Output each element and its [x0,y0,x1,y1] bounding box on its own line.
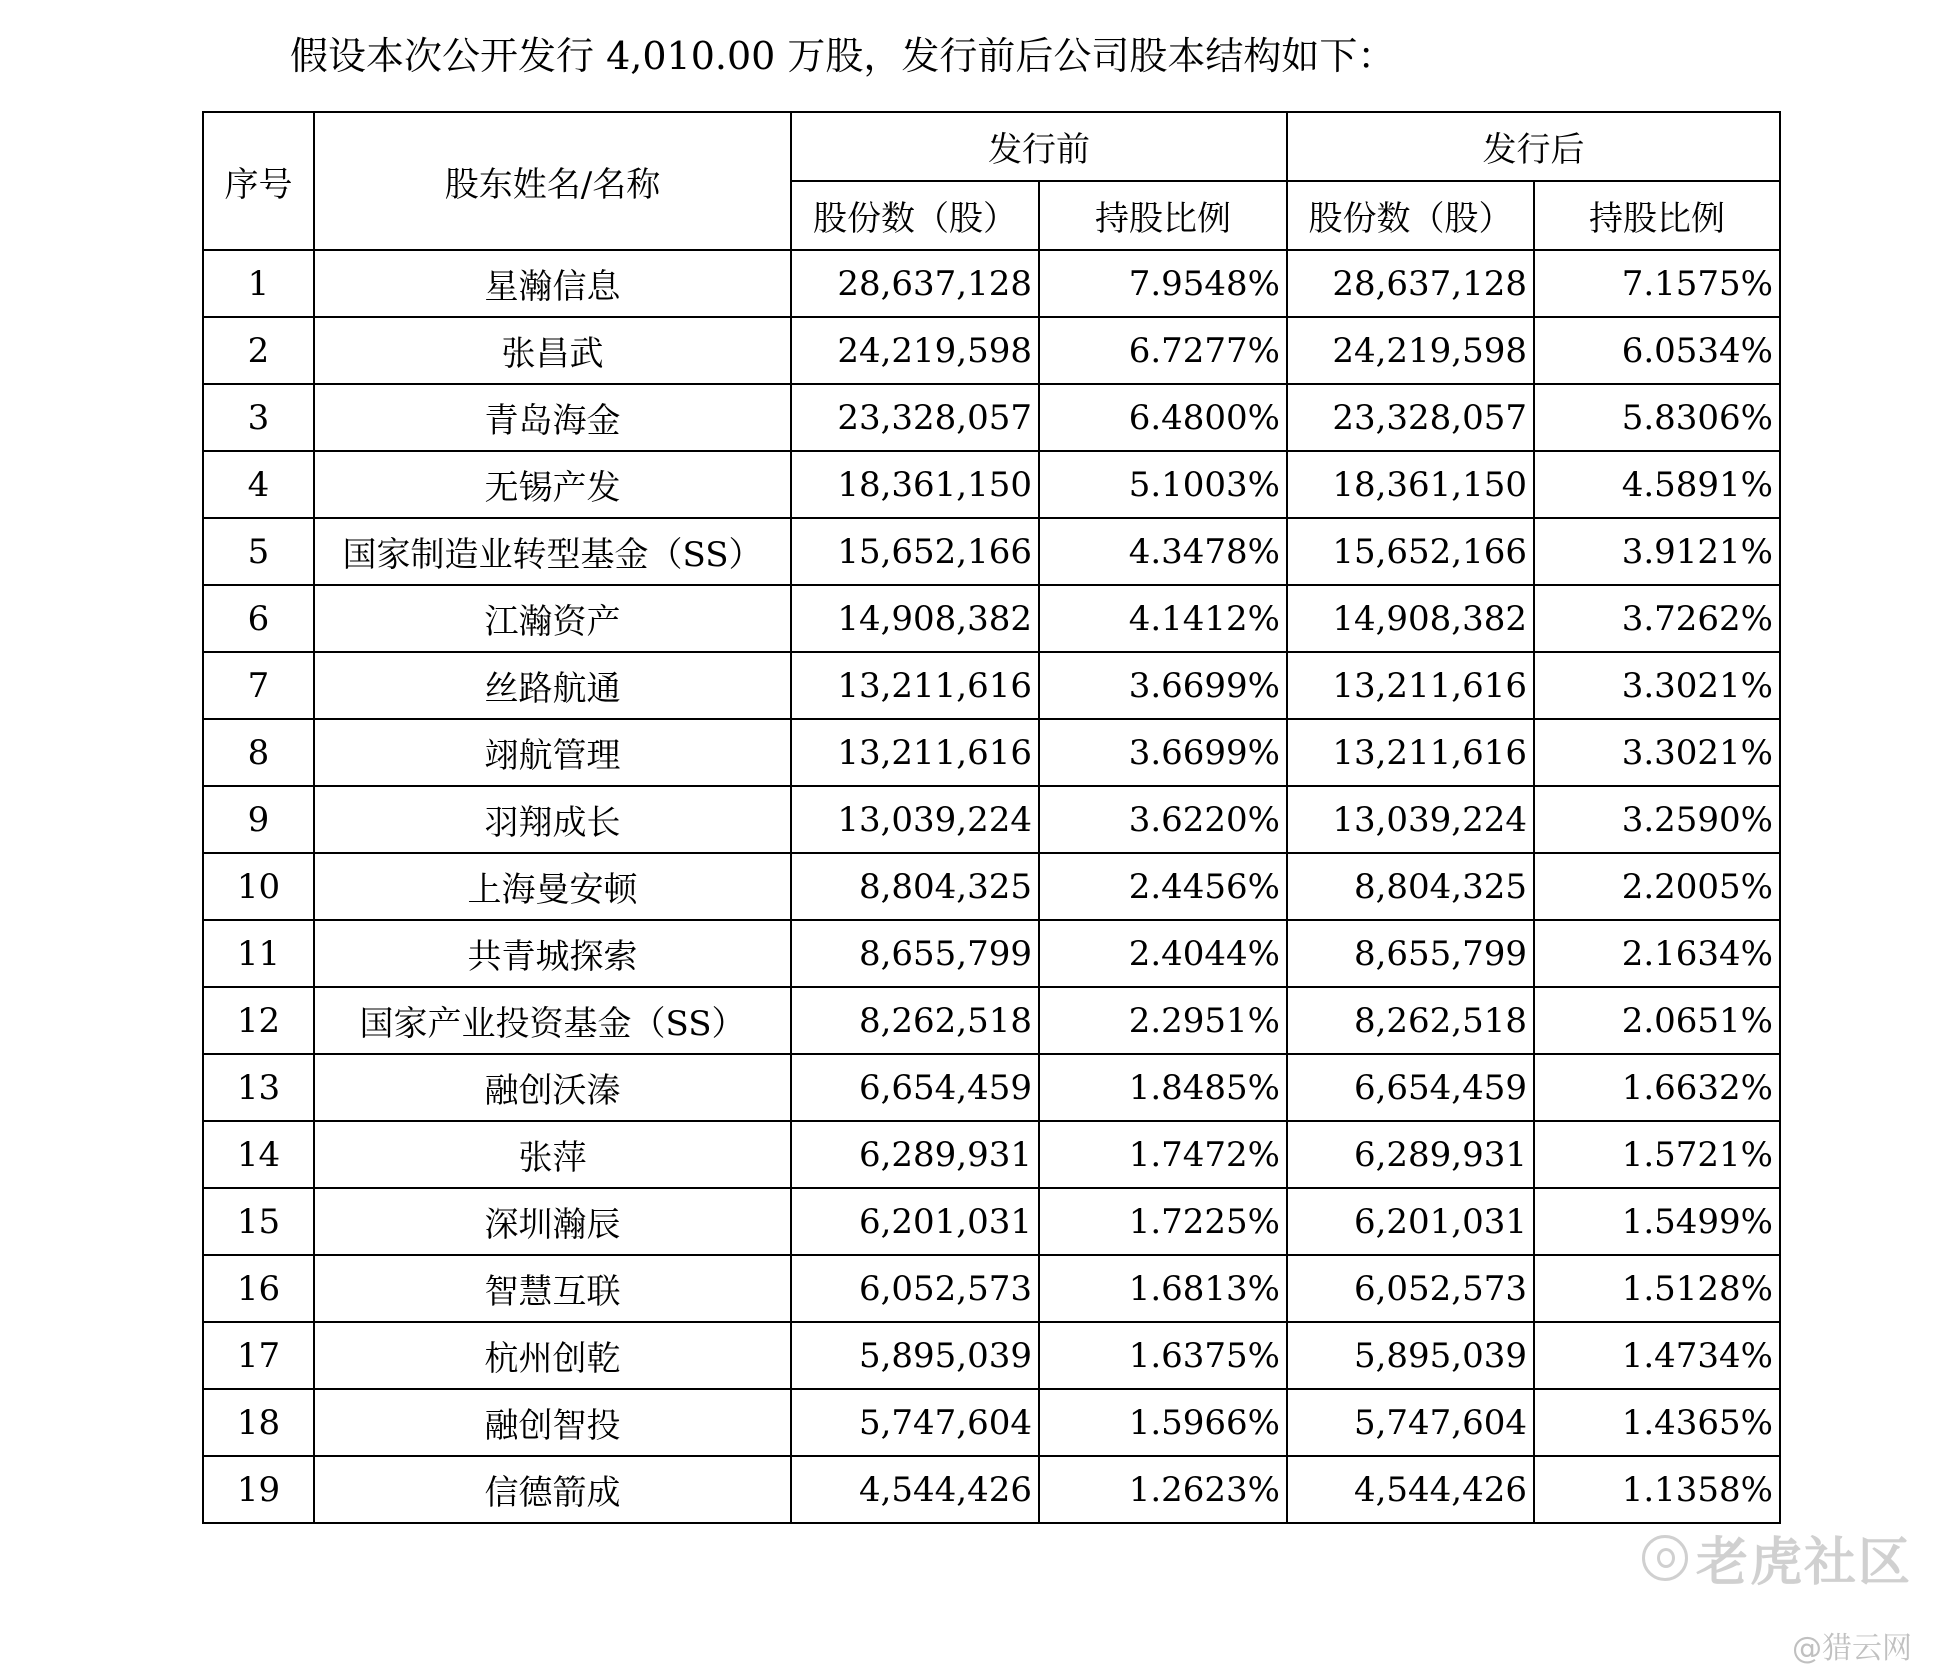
cell-after-shares: 6,052,573 [1287,1255,1534,1322]
equity-structure-table [202,111,1781,1524]
cell-after-ratio: 3.7262% [1534,585,1780,652]
cell-shareholder-name: 信德箭成 [314,1456,791,1523]
table-row [203,987,1780,1054]
cell-shareholder-name: 无锡产发 [314,451,791,518]
cell-after-ratio: 1.1358% [1534,1456,1780,1523]
cell-after-shares: 6,289,931 [1287,1121,1534,1188]
cell-shareholder-name: 星瀚信息 [314,250,791,317]
cell-after-shares: 6,201,031 [1287,1188,1534,1255]
header-row-group [203,112,1780,181]
cell-seq: 13 [203,1054,314,1121]
cell-before-shares: 6,289,931 [791,1121,1039,1188]
cell-shareholder-name: 国家制造业转型基金（SS） [314,518,791,585]
cell-before-shares: 6,654,459 [791,1054,1039,1121]
table-row [203,853,1780,920]
cell-before-ratio: 1.6813% [1039,1255,1287,1322]
cell-after-shares: 15,652,166 [1287,518,1534,585]
cell-shareholder-name: 国家产业投资基金（SS） [314,987,791,1054]
table-row [203,1255,1780,1322]
cell-seq: 14 [203,1121,314,1188]
cell-after-ratio: 1.5721% [1534,1121,1780,1188]
cell-after-ratio: 7.1575% [1534,250,1780,317]
cell-before-ratio: 5.1003% [1039,451,1287,518]
cell-shareholder-name: 融创智投 [314,1389,791,1456]
cell-before-ratio: 1.5966% [1039,1389,1287,1456]
cell-before-ratio: 3.6220% [1039,786,1287,853]
cell-before-ratio: 2.2951% [1039,987,1287,1054]
cell-seq: 4 [203,451,314,518]
cell-after-ratio: 1.4734% [1534,1322,1780,1389]
cell-before-shares: 23,328,057 [791,384,1039,451]
cell-after-ratio: 4.5891% [1534,451,1780,518]
table-row [203,585,1780,652]
table-row [203,518,1780,585]
cell-before-ratio: 4.3478% [1039,518,1287,585]
cell-before-shares: 24,219,598 [791,317,1039,384]
cell-before-shares: 15,652,166 [791,518,1039,585]
cell-before-shares: 18,361,150 [791,451,1039,518]
table-row [203,451,1780,518]
header-before-shares: 股份数（股） [791,181,1039,250]
cell-shareholder-name: 上海曼安顿 [314,853,791,920]
header-shareholder-name: 股东姓名/名称 [314,112,791,250]
cell-after-shares: 8,262,518 [1287,987,1534,1054]
cell-seq: 15 [203,1188,314,1255]
cell-after-shares: 28,637,128 [1287,250,1534,317]
cell-before-shares: 13,039,224 [791,786,1039,853]
cell-seq: 17 [203,1322,314,1389]
table-row [203,250,1780,317]
header-before-ratio: 持股比例 [1039,181,1287,250]
intro-sentence: 假设本次公开发行 4,010.00 万股，发行前后公司股本结构如下： [290,34,1396,78]
watermark-sub-text: @猎云网 [1792,1631,1912,1666]
cell-before-ratio: 1.7225% [1039,1188,1287,1255]
cell-after-shares: 13,039,224 [1287,786,1534,853]
cell-shareholder-name: 杭州创乾 [314,1322,791,1389]
cell-before-ratio: 6.4800% [1039,384,1287,451]
table-row [203,384,1780,451]
header-after-shares: 股份数（股） [1287,181,1534,250]
cell-before-ratio: 3.6699% [1039,652,1287,719]
cell-after-shares: 4,544,426 [1287,1456,1534,1523]
cell-before-shares: 8,804,325 [791,853,1039,920]
cell-before-shares: 8,655,799 [791,920,1039,987]
cell-after-ratio: 1.5499% [1534,1188,1780,1255]
cell-after-ratio: 1.4365% [1534,1389,1780,1456]
cell-seq: 7 [203,652,314,719]
cell-after-ratio: 5.8306% [1534,384,1780,451]
header-seq: 序号 [203,112,314,250]
cell-shareholder-name: 羽翔成长 [314,786,791,853]
cell-before-ratio: 2.4456% [1039,853,1287,920]
table-row [203,719,1780,786]
cell-after-shares: 18,361,150 [1287,451,1534,518]
cell-seq: 5 [203,518,314,585]
header-before-issue: 发行前 [791,112,1287,181]
cell-after-ratio: 3.9121% [1534,518,1780,585]
tiger-logo-icon [1642,1535,1688,1581]
table-row [203,1188,1780,1255]
cell-seq: 3 [203,384,314,451]
cell-before-ratio: 1.2623% [1039,1456,1287,1523]
cell-seq: 11 [203,920,314,987]
cell-before-shares: 4,544,426 [791,1456,1039,1523]
table-row [203,1054,1780,1121]
cell-shareholder-name: 江瀚资产 [314,585,791,652]
cell-before-shares: 5,747,604 [791,1389,1039,1456]
cell-before-shares: 28,637,128 [791,250,1039,317]
cell-before-shares: 13,211,616 [791,652,1039,719]
table-row [203,1456,1780,1523]
cell-after-ratio: 3.2590% [1534,786,1780,853]
cell-after-shares: 13,211,616 [1287,719,1534,786]
cell-after-shares: 14,908,382 [1287,585,1534,652]
cell-before-shares: 14,908,382 [791,585,1039,652]
cell-shareholder-name: 深圳瀚辰 [314,1188,791,1255]
cell-shareholder-name: 翊航管理 [314,719,791,786]
cell-before-shares: 6,201,031 [791,1188,1039,1255]
cell-before-shares: 8,262,518 [791,987,1039,1054]
cell-before-ratio: 1.7472% [1039,1121,1287,1188]
cell-after-shares: 23,328,057 [1287,384,1534,451]
cell-after-ratio: 2.2005% [1534,853,1780,920]
cell-shareholder-name: 张萍 [314,1121,791,1188]
cell-shareholder-name: 青岛海金 [314,384,791,451]
cell-before-ratio: 1.8485% [1039,1054,1287,1121]
table-row [203,786,1780,853]
cell-after-shares: 8,655,799 [1287,920,1534,987]
cell-shareholder-name: 张昌武 [314,317,791,384]
cell-before-ratio: 1.6375% [1039,1322,1287,1389]
watermark-main-text: 老虎社区 [1695,1533,1912,1593]
cell-shareholder-name: 智慧互联 [314,1255,791,1322]
watermark [1612,1520,1912,1667]
cell-before-ratio: 7.9548% [1039,250,1287,317]
cell-after-shares: 24,219,598 [1287,317,1534,384]
cell-seq: 1 [203,250,314,317]
cell-before-ratio: 6.7277% [1039,317,1287,384]
cell-before-shares: 6,052,573 [791,1255,1039,1322]
cell-after-ratio: 2.0651% [1534,987,1780,1054]
cell-before-ratio: 2.4044% [1039,920,1287,987]
table-row [203,920,1780,987]
table-row [203,1322,1780,1389]
cell-seq: 18 [203,1389,314,1456]
table-body [203,250,1780,1523]
cell-before-shares: 5,895,039 [791,1322,1039,1389]
cell-before-ratio: 4.1412% [1039,585,1287,652]
watermark-main [1612,1520,1912,1595]
cell-seq: 12 [203,987,314,1054]
cell-shareholder-name: 融创沃溱 [314,1054,791,1121]
cell-shareholder-name: 丝路航通 [314,652,791,719]
cell-before-shares: 13,211,616 [791,719,1039,786]
cell-seq: 6 [203,585,314,652]
cell-after-ratio: 1.6632% [1534,1054,1780,1121]
cell-seq: 8 [203,719,314,786]
cell-after-shares: 5,747,604 [1287,1389,1534,1456]
cell-after-ratio: 2.1634% [1534,920,1780,987]
table-row [203,317,1780,384]
table-row [203,1389,1780,1456]
cell-seq: 19 [203,1456,314,1523]
cell-seq: 10 [203,853,314,920]
cell-shareholder-name: 共青城探索 [314,920,791,987]
cell-after-ratio: 6.0534% [1534,317,1780,384]
cell-seq: 16 [203,1255,314,1322]
cell-seq: 9 [203,786,314,853]
table-row [203,652,1780,719]
cell-after-shares: 5,895,039 [1287,1322,1534,1389]
cell-after-ratio: 1.5128% [1534,1255,1780,1322]
cell-after-shares: 8,804,325 [1287,853,1534,920]
cell-after-ratio: 3.3021% [1534,652,1780,719]
cell-after-shares: 6,654,459 [1287,1054,1534,1121]
table-row [203,1121,1780,1188]
cell-before-ratio: 3.6699% [1039,719,1287,786]
cell-after-shares: 13,211,616 [1287,652,1534,719]
cell-after-ratio: 3.3021% [1534,719,1780,786]
cell-seq: 2 [203,317,314,384]
header-after-ratio: 持股比例 [1534,181,1780,250]
header-after-issue: 发行后 [1287,112,1780,181]
